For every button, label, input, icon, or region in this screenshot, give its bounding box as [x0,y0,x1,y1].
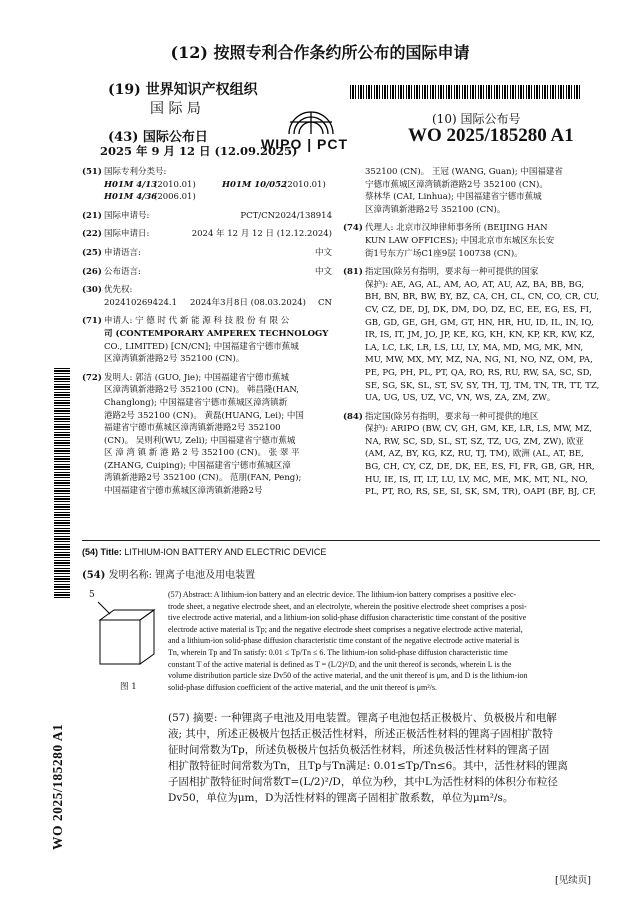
pub-number-label: (10) 国际公布号 [432,112,521,126]
bibliographic-left-column [82,166,332,498]
text-line: 指定国(除另有指明，要求每一种可提供的地区 [365,411,539,422]
field-number: (51) [82,167,102,177]
text-line: (AM, AZ, BY, KG, KZ, RU, TJ, TM), 欧洲 (AL, AT, BE, [365,449,584,460]
bibliographic-right-column [343,166,601,499]
field-label: 国际专利分类号: [104,167,167,177]
title-english [82,547,326,557]
title-chinese [82,566,255,581]
field-number: (25) [82,247,102,258]
text-line: 保护): AE, AG, AL, AM, AO, AT, AU, AZ, BA, BB, BG, [365,279,585,290]
text-line: 发明人: 郭洁 (GUO, Jie); 中国福建省宁德市蕉城 [104,372,289,383]
priority-country: CN [318,297,332,308]
figure-caption: 图 1 [120,682,137,692]
text-line: IR, IS, IT, JM, JO, JP, KE, KG, KH, KN, KP, KR, KW, KZ, [365,330,595,341]
ipc-code: H01M 4/36 [104,192,158,203]
text-line: SE, SG, SK, SL, ST, SV, SY, TH, TJ, TM, TN, TR, TT, TZ, [365,380,600,391]
text-line: CO., LIMITED) [CN/CN]; 中国福建省宁德市蕉城 [104,341,299,352]
text-line: GB, GD, GE, GH, GM, GT, HN, HR, HU, ID, IL, IN, IQ, [365,317,594,328]
figure-1 [86,590,166,694]
field-51-classification [82,166,332,204]
text-line: 湾镇新港路2号 352100 (CN)。 范朋(FAN, Peng); [104,473,302,484]
text-line: 相扩散特征时间常数为Tn，且Tp与Tn满足: 0.01≤Tp/Tn≤6。其中，活性材料的锂离 [168,760,568,772]
priority-row [104,297,332,310]
text-line: volume distribution particle size Dv50 of the active material, and the unit thereof is μm, and D is the lithium-ion [168,671,528,681]
field-number: (22) [82,229,102,240]
field-84-designated-states-regional [343,411,601,499]
text-line: 区 漳 湾 镇 新 港 路 2 号 352100 (CN)。 张 翠 平 [104,448,300,459]
text-line: and a lithium-ion solid-phase diffusion characteristic time constant of the negative electrode active material is [168,636,520,646]
field-30-priority [82,284,332,309]
text-line: electrode active material is Tp; and the negative electrode sheet comprises a negative electrode active material, [168,624,523,634]
field-72-inventors [82,372,332,498]
field-number: (21) [82,210,102,221]
wipo-logo-text: WIPO | PCT [261,136,349,152]
field-label: 国际申请日: [104,229,150,240]
text-line: Changlong); 中国福建省宁德市蕉城区漳湾镇新 [104,397,288,408]
field-number: (81) [343,267,363,278]
text-line: 司 (CONTEMPORARY AMPEREX TECHNOLOGY [104,328,329,339]
figure-reference-number: 5 [89,590,95,600]
text-line: constant T of the active material is defined as T = (L/2)²/D, and the unit thereof is seconds, wherein L is the [168,659,512,669]
text-line: 352100 (CN)。 王冠 (WANG, Guan); 中国福建省 [365,167,563,177]
text-line: (ZHANG, Cuiping); 中国福建省宁德市蕉城区漳 [104,460,291,471]
field-number: (26) [82,266,102,277]
field-value: 中文 [314,266,332,277]
title-text: 发明名称: 锂离子电池及用电装置 [108,570,256,581]
inventors-continued [343,166,601,216]
field-number: (54) [82,547,99,557]
ipc-version: (2010.01) [284,179,326,190]
text-line: KUN LAW OFFICES); 中国北京市东城区东长安 [365,235,555,246]
field-number: (30) [82,285,102,296]
field-21-application-number [82,210,332,223]
text-line: 指定国(除另有指明，要求每一种可提供的国家 [365,267,539,278]
ipc-version: (2006.01) [154,192,196,203]
text-line: 区漳湾镇新港路2号 352100 (CN)。 [104,354,245,365]
priority-number: 202410269424.1 [104,297,178,308]
text-line: trode sheet, a negative electrode sheet, and an electrolyte, wherein the positive electrode sheet comprises a posi- [168,601,527,611]
text-line: Dv50，单位为μm，D为活性材料的锂离子固相扩散系数，单位为μm²/s。 [168,792,514,804]
wipo-org-line1: (19) 世界知识产权组织 [108,82,258,98]
text-line: 区漳湾镇新港路2号 352100 (CN)。 [365,204,506,215]
field-label: 申请语言: [104,247,141,258]
continued-note: [见续页] [555,875,591,886]
field-number: (71) [82,316,102,327]
text-line: 征时间常数为Tp，所述负极极片包括负极活性材料，所述负极活性材料的锂离子固 [168,744,550,756]
abstract-chinese [168,710,600,806]
text-line: 区漳湾镇新港路2号 352100 (CN)。 韩昌隆(HAN, [104,385,299,396]
abstract-english [168,589,600,693]
field-label: 公布语言: [104,266,141,277]
field-25-filing-language [82,247,332,260]
text-line: 代理人: 北京市汉坤律师事务所 (BEIJING HAN [365,223,548,234]
pub-date: 2025 年 9 月 12 日 (12.09.2025) [100,144,298,158]
text-line: (57) Abstract: A lithium-ion battery and an electric device. The lithium-ion battery comprises a positive elec- [168,590,517,599]
field-22-filing-date [82,228,332,241]
text-line: PL, PT, RO, RS, SE, SI, SK, SM, TR), OAPI (BF, BJ, CF, [365,487,596,498]
ipc-version: (2010.01) [154,179,196,190]
ipc-code: H01M 10/052 [222,179,287,190]
pub-date-label: (43) 国际公布日 [108,130,208,145]
field-number: (74) [343,223,363,234]
side-barcode [54,368,70,600]
text-line: NA, RW, SC, SD, SL, ST, SZ, TZ, UG, ZM, ZW), 欧亚 [365,436,584,447]
text-line: 申请人: 宁 德 时 代 新 能 源 科 技 股 份 有 限 公 [104,316,290,327]
text-line: 街1号东方广场C1座9层 100738 (CN)。 [365,248,523,259]
field-81-designated-states-national [343,266,601,405]
classification-row [104,179,332,192]
classification-row [104,191,332,204]
title-text: LITHIUM-ION BATTERY AND ELECTRIC DEVICE [124,547,327,557]
text-line: CV, CZ, DE, DJ, DK, DM, DO, DZ, EC, EE, EG, ES, FI, [365,304,592,315]
field-number: (72) [82,372,102,383]
field-74-agent [343,222,601,260]
text-line: 蔡林华 (CAI, Linhua); 中国福建省宁德市蕉城 [365,192,542,203]
wipo-org-line2: 国 际 局 [150,101,201,117]
field-label: 国际申请号: [104,210,150,221]
field-number: (84) [343,411,363,422]
text-line: 液; 其中，所述正极极片包括正极活性材料，所述正极活性材料的锂离子固相扩散特 [168,728,553,740]
battery-cell-drawing [94,598,160,674]
text-line: BH, BN, BR, BW, BY, BZ, CA, CH, CL, CN, CO, CR, CU, [365,292,599,303]
side-publication-number: WO 2025/185280 A1 [50,723,65,850]
field-number: (54) [82,570,106,581]
field-value: 中文 [314,247,332,258]
top-barcode [350,85,582,99]
section-divider [82,540,600,541]
text-line: BG, CH, CY, CZ, DE, DK, EE, ES, FI, FR, GB, GR, HR, [365,462,595,473]
priority-date: 2024年3月8日 (08.03.2024) [190,297,306,308]
text-line: tive electrode active material, and a lithium-ion solid-phase diffusion characteristic time constant of the positive [168,613,527,623]
text-line: 港路2号 352100 (CN)。 黄磊(HUANG, Lei); 中国 [104,410,304,421]
text-line: 宁德市蕉城区漳湾镇新港路2号 352100 (CN)。 [365,179,548,190]
pub-number: WO 2025/185280 A1 [408,125,574,146]
text-line: 保护): ARIPO (BW, CV, GH, GM, KE, LR, LS, MW, MZ, [365,424,592,435]
text-line: LA, LC, LK, LR, LS, LU, LY, MA, MD, MG, MK, MN, [365,342,584,353]
text-line: (CN)。 吴则利(WU, Zeli); 中国福建省宁德市蕉城 [104,435,296,446]
field-26-publication-language [82,266,332,279]
wipo-logo [259,104,367,152]
field-71-applicant [82,315,332,365]
text-line: (57) 摘要: 一种锂离子电池及用电装置。锂离子电池包括正极极片、负极极片和电解 [168,712,557,724]
text-line: 子固相扩散特征时间常数T=(L/2)²/D，单位为秒，其中L为活性材料的体积分布粒径 [168,776,558,788]
field-label: 优先权: [104,285,133,296]
field-label: Title: [100,547,122,557]
text-line: solid-phase diffusion coefficient of the active material, and the unit thereof is μm²/s. [168,682,437,692]
document-title: (12) 按照专利合作条约所公布的国际申请 [170,43,470,62]
text-line: HU, IE, IS, IT, LT, LU, LV, MC, ME, MK, MT, NL, NO, [365,474,588,485]
ipc-code: H01M 4/13 [104,179,158,190]
text-line: PE, PG, PH, PL, PT, QA, RO, RS, RU, RW, SA, SC, SD, [365,367,592,378]
text-line: Tn, wherein Tp and Tn satisfy: 0.01 ≤ Tp/Tn ≤ 6. The lithium-ion solid-phase diffusion characteristic time [168,647,508,657]
field-value: 2024 年 12 月 12 日 (12.12.2024) [191,229,332,240]
field-value: PCT/CN2024/138914 [240,210,332,221]
text-line: MU, MW, MX, MY, MZ, NA, NG, NI, NO, NZ, OM, PA, [365,355,593,366]
text-line: 福建省宁德市蕉城区漳湾镇新港路2号 352100 [104,423,281,434]
text-line: 中国福建省宁德市蕉城区漳湾镇新港路2号 [104,486,263,497]
text-line: UA, UG, US, UZ, VC, VN, WS, ZA, ZM, ZW。 [365,393,556,404]
